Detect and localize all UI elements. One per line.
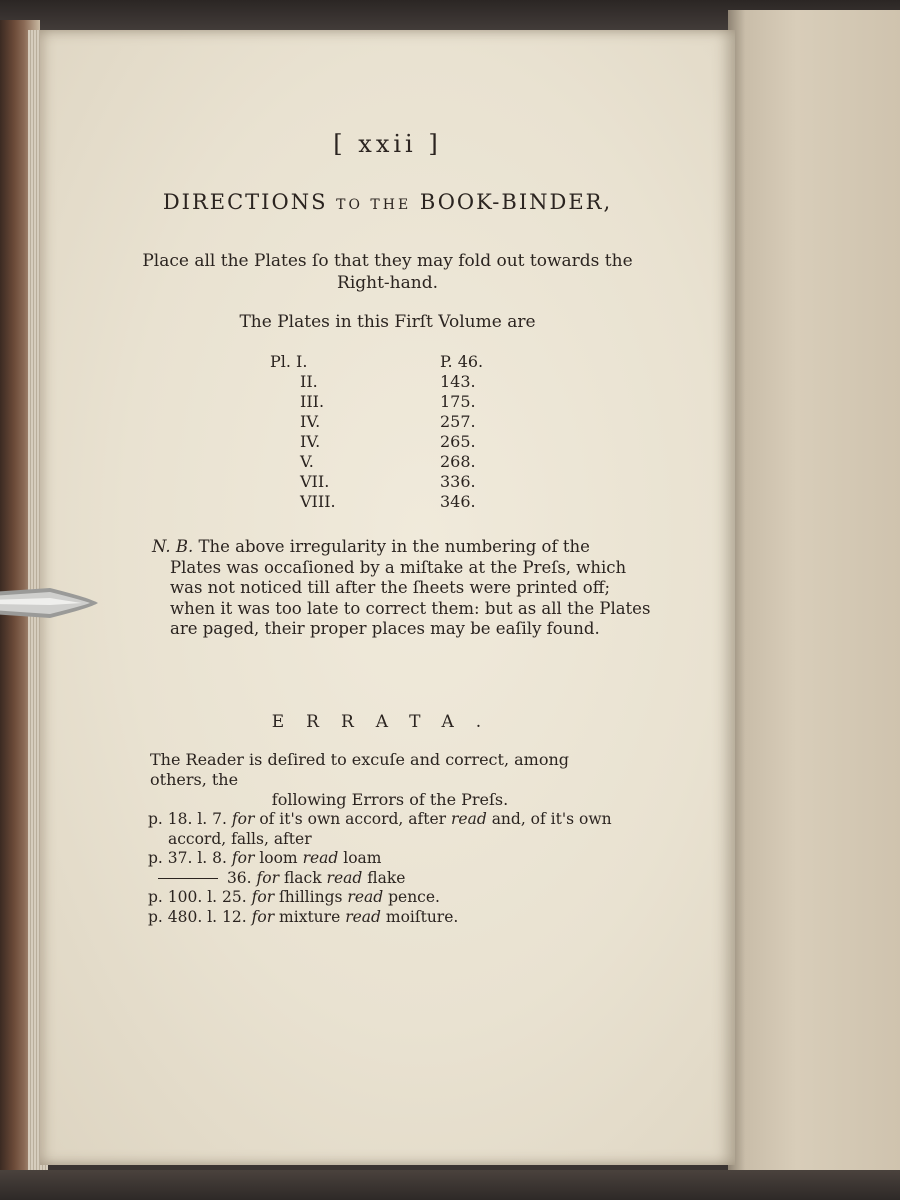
- errata-right: pence.: [388, 888, 440, 906]
- errata-location: 36.: [226, 868, 252, 887]
- plate-page: 346.: [440, 492, 476, 511]
- list-item: accord, falls, after: [168, 829, 312, 848]
- plate-label: Pl. I.: [270, 352, 308, 371]
- errata-wrong: of it's own accord, after: [259, 810, 447, 828]
- background-bottom: [0, 1170, 900, 1200]
- table-row: [270, 412, 530, 432]
- plate-label: VIII.: [300, 492, 336, 511]
- binder-instruction: [40, 250, 735, 294]
- errata-for: for: [231, 849, 255, 867]
- plate-label: II.: [300, 372, 318, 391]
- plate-page: P. 46.: [440, 352, 484, 371]
- errata-intro-line-1: The Reader is deſired to excuſe and correct, among others, the: [150, 750, 570, 789]
- errata-right: loam: [343, 849, 382, 867]
- table-row: [270, 452, 530, 472]
- errata-location: p. 480. l. 12.: [148, 907, 247, 926]
- errata-read: read: [345, 907, 381, 926]
- nb-lead: N. B.: [152, 537, 194, 556]
- nb-line-1: The above irregularity in the numbering of the: [198, 537, 590, 556]
- list-item: [148, 849, 638, 869]
- title-part-1: DIRECTIONS: [162, 190, 328, 214]
- errata-wrong: ſhillings: [279, 888, 343, 906]
- title-part-3: BOOK-BINDER,: [419, 190, 613, 214]
- errata-location: p. 100. l. 25.: [148, 888, 247, 906]
- page-marker-icon: [0, 578, 102, 628]
- title-part-2: TO THE: [336, 197, 412, 213]
- errata-heading: ERRATA.: [271, 712, 504, 732]
- table-row: [270, 432, 530, 452]
- ditto-dash: [158, 878, 218, 879]
- errata-location: p. 37. l. 8.: [148, 849, 227, 867]
- table-row: [270, 392, 530, 412]
- plate-page: 265.: [440, 432, 476, 451]
- plate-page: 268.: [440, 452, 476, 471]
- errata-for: for: [251, 888, 275, 906]
- errata-intro: [150, 750, 630, 810]
- nb-line-2: Plates was occaſioned by a miſtake at the Preſs, which: [170, 557, 627, 577]
- errata-right: moiſture.: [385, 907, 459, 926]
- plate-page: 175.: [440, 392, 476, 411]
- errata-list: [148, 810, 638, 927]
- table-row: [270, 352, 530, 372]
- list-item: [148, 810, 638, 830]
- instruction-line-1: Place all the Plates ſo that they may fold out towards the: [142, 251, 633, 271]
- errata-wrong: mixture: [279, 907, 341, 926]
- plate-label: VII.: [300, 472, 330, 491]
- errata-read: read: [347, 888, 384, 906]
- errata-right: flake: [367, 868, 406, 887]
- plate-label: IV.: [300, 412, 321, 431]
- list-item: [148, 869, 638, 889]
- page-number: [ xxii ]: [333, 130, 442, 158]
- table-row: [270, 492, 530, 512]
- plate-page: 257.: [440, 412, 476, 431]
- plate-page: 336.: [440, 472, 476, 491]
- nb-line-4: when it was too late to correct them: but as all the Plates: [170, 598, 651, 618]
- plate-label: V.: [300, 452, 314, 471]
- errata-right: and, of it's own: [491, 810, 612, 828]
- errata-for: for: [231, 810, 255, 828]
- plate-label: IV.: [300, 432, 321, 451]
- errata-read: read: [326, 868, 363, 887]
- list-item: [148, 908, 638, 928]
- errata-location: p. 18. l. 7.: [148, 810, 227, 828]
- errata-for: for: [251, 907, 275, 926]
- errata-wrong: flack: [283, 868, 322, 887]
- errata-for: for: [256, 868, 280, 887]
- list-item: [148, 888, 638, 908]
- nb-line-3: was not noticed till after the ſheets were printed off;: [170, 578, 610, 597]
- errata-read: read: [302, 849, 339, 867]
- plate-page: 143.: [440, 372, 476, 391]
- table-row: [270, 372, 530, 392]
- table-row: [270, 472, 530, 492]
- instruction-line-2: Right-hand.: [337, 273, 438, 293]
- nota-bene: [152, 537, 651, 640]
- facing-page: [728, 10, 900, 1200]
- volume-heading: The Plates in this Firſt Volume are: [239, 312, 536, 332]
- plates-table: [270, 352, 530, 512]
- errata-wrong: loom: [259, 849, 298, 867]
- nb-line-5: are paged, their proper places may be eaſily found.: [170, 619, 600, 638]
- page-title: [40, 190, 735, 214]
- errata-read: read: [451, 810, 487, 828]
- errata-intro-line-2: following Errors of the Preſs.: [271, 790, 509, 809]
- plate-label: III.: [300, 392, 325, 411]
